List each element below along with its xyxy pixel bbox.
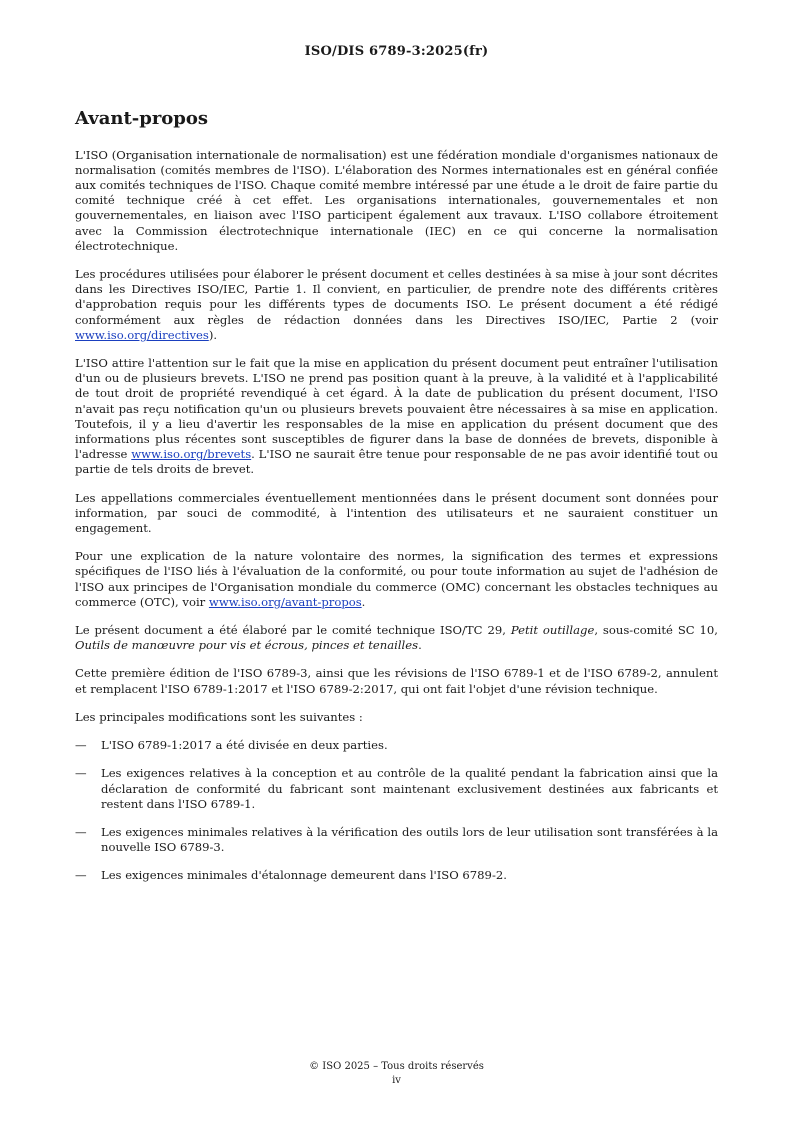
list-item: — Les exigences minimales d'étalonnage demeurent dans l'ISO 6789-2. [75,868,507,883]
paragraph-changes-intro: Les principales modifications sont les suivantes : [75,709,363,724]
directives-link[interactable]: www.iso.org/directives [75,327,209,342]
paragraph-trade-names: Les appellations commerciales éventuellement mentionnées dans le présent document sont données pour information, par souci de commodité, à l'intention des utilisateurs et ne sauraient constituer un engagement. [75,490,718,536]
patents-link[interactable]: www.iso.org/brevets [131,447,252,462]
dash-bullet: — [75,824,87,839]
list-item: — L'ISO 6789-1:2017 a été divisée en deux parties. [75,738,388,753]
paragraph-committee: Le présent document a été élaboré par le comité technique ISO/TC 29, Petit outillage, sous-comité SC 10, Outils de manœuvre pour vis et écrous, pinces et tenailles. [75,623,718,653]
dash-bullet: — [75,766,87,781]
page-content [75,108,718,897]
dash-bullet: — [75,868,87,883]
copyright-notice: © ISO 2025 – Tous droits réservés [309,1061,484,1072]
paragraph-voluntary-nature: Pour une explication de la nature volontaire des normes, la signification des termes et expressions spécifiques de l'ISO liés à l'évaluation de la conformité, ou pour toute information au sujet de l'adhésion de l'ISO aux principes de l'Organisation mondiale du commerce (OMC) concernant les obstacles techniques au commerce (OTC), voir www.iso.org/avant-propos. [75,549,718,609]
paragraph-iso-intro: L'ISO (Organisation internationale de normalisation) est une fédération mondiale d'organismes nationaux de normalisation (comités membres de l'ISO). L'élaboration des Normes internationales est en général confiée aux comités techniques de l'ISO. Chaque comité membre intéressé par une étude a le droit de faire partie du comité technique créé à cet effet. Les organisations internationales, gouvernementales et non gouvernementales, en liaison avec l'ISO participent également aux travaux. L'ISO collabore étroitement avec la Commission électrotechnique internationale (IEC) en ce qui concerne la normalisation électrotechnique. [75,147,719,253]
dash-bullet: — [75,738,87,753]
page-number: iv [392,1075,401,1086]
paragraph-patents: L'ISO attire l'attention sur le fait que la mise en application du présent document peut entraîner l'utilisation d'un ou de plusieurs brevets. L'ISO ne prend pas position quant à la preuve, à la validité et à l'applicabilité de tout droit de propriété revendiqué à cet égard. À la date de publication du présent document, l'ISO n'avait pas reçu notification qu'un ou plusieurs brevets pouvaient être nécessaires à sa mise en application. Toutefois, il y a lieu d'avertir les responsables de la mise en application du présent document que des informations plus récentes sont susceptibles de figurer dans la base de données de brevets, disponible à l'adresse www.iso.org/brevets. L'ISO ne saurait être tenue pour responsable de ne pas avoir identifié tout ou partie de tels droits de brevet. [75,356,718,477]
list-item: — Les exigences minimales relatives à la vérification des outils lors de leur utilisation sont transférées à la nouvelle ISO 6789-3. [75,824,718,855]
foreword-link[interactable]: www.iso.org/avant-propos [208,594,362,609]
paragraph-edition: Cette première édition de l'ISO 6789-3, ainsi que les révisions de l'ISO 6789-1 et de l'ISO 6789-2, annulent et remplacent l'ISO 6789-1:2017 et l'ISO 6789-2:2017, qui ont fait l'objet d'une révision technique. [75,666,718,696]
page-footer [0,1060,793,1088]
list-item: — Les exigences relatives à la conception et au contrôle de la qualité pendant la fabrication ainsi que la déclaration de conformité du fabricant sont maintenant exclusivement destinées aux fabricants et restent dans l'ISO 6789-1. [75,766,718,811]
paragraph-procedures: Les procédures utilisées pour élaborer le présent document et celles destinées à sa mise à jour sont décrites dans les Directives ISO/IEC, Partie 1. Il convient, en particulier, de prendre note des différents critères d'approbation requis pour les différents types de documents ISO. Le présent document a été rédigé conformément aux règles de rédaction données dans les Directives ISO/IEC, Partie 2 (voir www.iso.org/directives). [75,267,718,342]
section-title: Avant-propos [75,108,209,129]
document-id-header: ISO/DIS 6789-3:2025(fr) [304,44,489,59]
